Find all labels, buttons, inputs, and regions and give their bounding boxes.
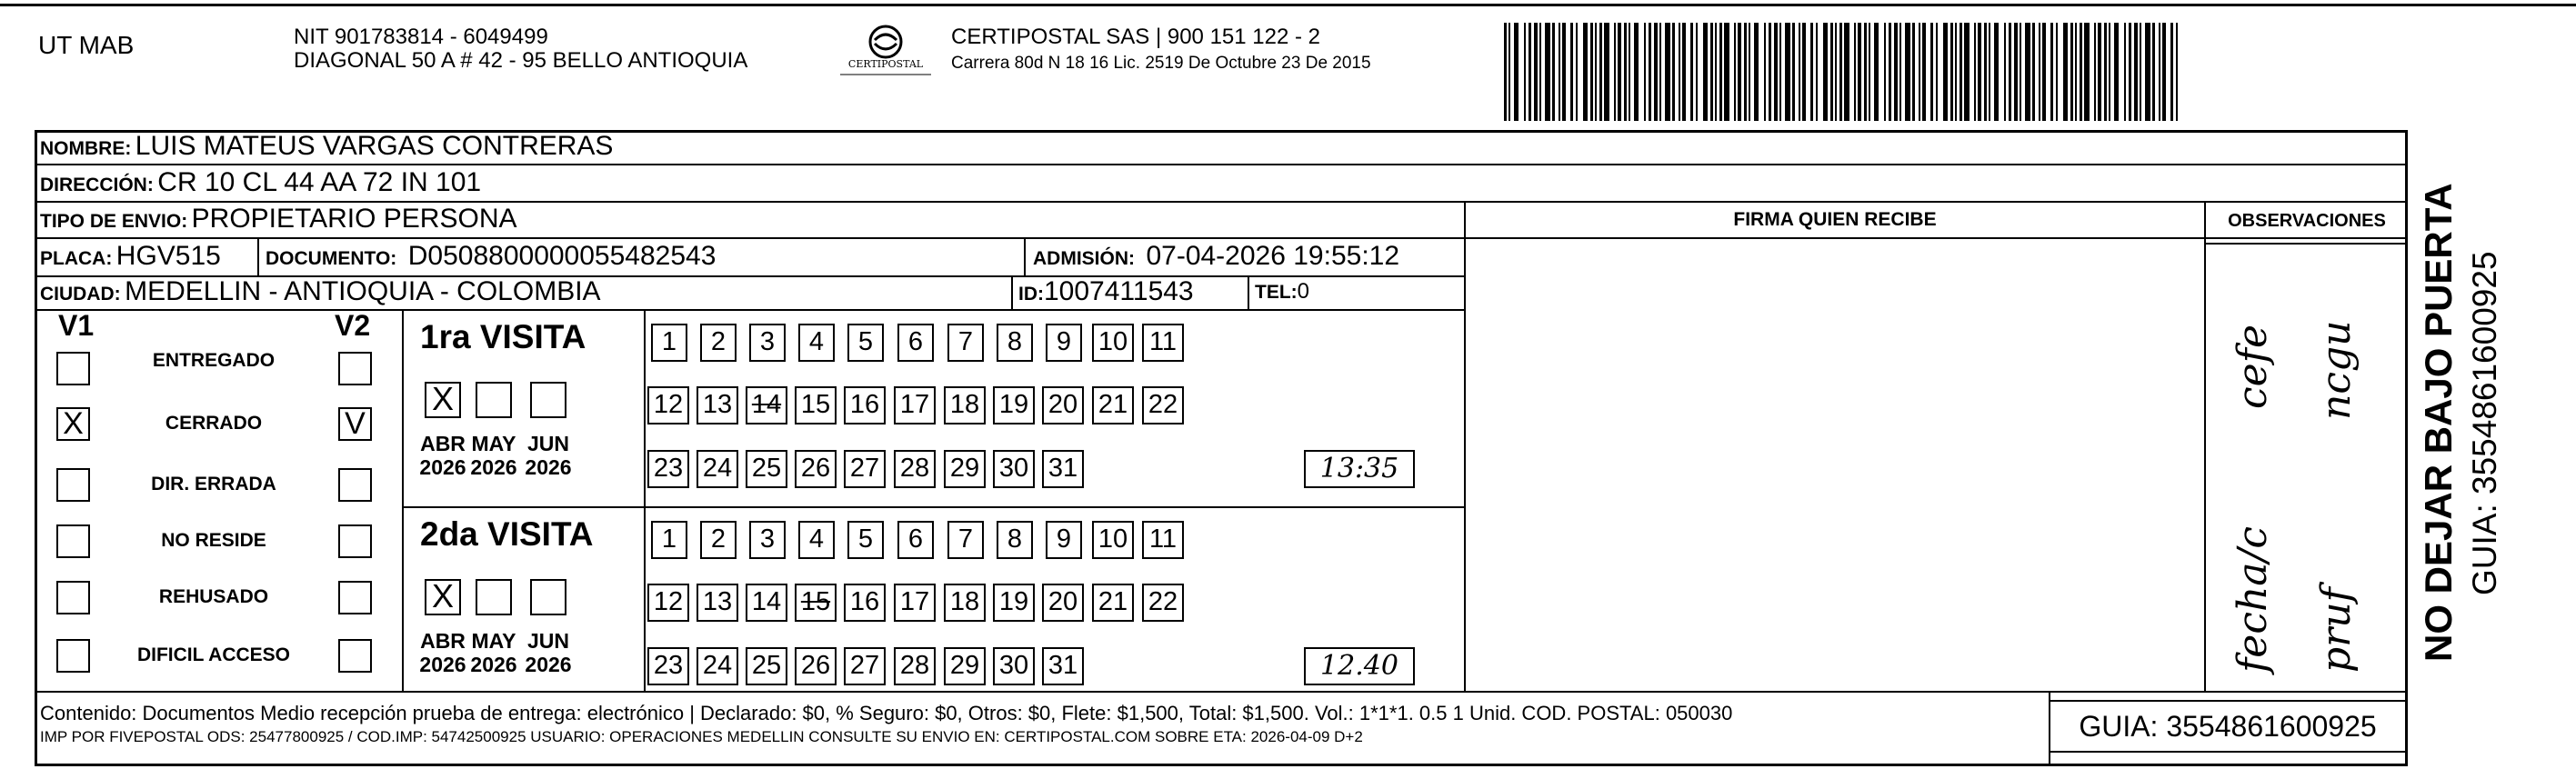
day-box[interactable]: 1 (651, 521, 687, 559)
month-label: ABR (420, 629, 466, 653)
visit-time-box[interactable]: 13:35 (1304, 450, 1415, 488)
barcode-bar (2050, 23, 2053, 121)
barcode-bar (1764, 23, 1766, 121)
barcode-bar (1869, 23, 1870, 121)
barcode-bar (2080, 23, 2082, 121)
v2-checkbox[interactable] (338, 581, 372, 614)
visit-title: 1ra VISITA (420, 318, 586, 355)
day-box[interactable]: 12 (647, 584, 689, 622)
barcode-bar (1583, 23, 1588, 121)
day-box[interactable]: 6 (897, 521, 934, 559)
barcode-bar (1816, 23, 1818, 121)
barcode-bar (1562, 23, 1566, 121)
barcode-bar (2056, 23, 2058, 121)
barcode-bar (2140, 23, 2141, 121)
barcode-bar (2109, 23, 2110, 121)
year-label: 2026 (470, 653, 517, 676)
day-box[interactable]: 24 (697, 450, 738, 488)
barcode-bar (1894, 23, 1898, 121)
barcode-bar (2014, 23, 2018, 121)
tel-field (1255, 276, 1309, 310)
barcode-bar (1659, 23, 1661, 121)
top-border-line (0, 4, 2576, 6)
documento-field (266, 241, 716, 276)
barcode-bar (1889, 23, 1891, 121)
day-box[interactable]: 13 (697, 386, 738, 424)
day-box[interactable]: 4 (798, 324, 835, 362)
barcode-bar (1570, 23, 1573, 121)
day-box[interactable]: 31 (1042, 647, 1084, 685)
barcode-bar (1844, 23, 1849, 121)
admision-label: ADMISIÓN: (1033, 248, 1135, 269)
company-address: DIAGONAL 50 A # 42 - 95 BELLO ANTIOQUIA (294, 48, 748, 73)
barcode-bar (1624, 23, 1627, 121)
day-box[interactable]: 8 (997, 324, 1033, 362)
year-label: 2026 (525, 455, 572, 479)
month-checkbox[interactable]: X (425, 579, 461, 615)
barcode-bar (2162, 23, 2166, 121)
day-box[interactable]: 16 (844, 386, 886, 424)
day-box[interactable]: 10 (1092, 324, 1134, 362)
barcode-bar (1590, 23, 1593, 121)
day-box[interactable]: 11 (1142, 521, 1184, 559)
barcode-bar (1955, 23, 1957, 121)
barcode-bar (2094, 23, 2096, 121)
barcode-bar (1634, 23, 1639, 121)
barcode-bar (1774, 23, 1778, 121)
barcode-bar (1665, 23, 1670, 121)
placa-field (40, 241, 221, 276)
barcode-bar (1509, 23, 1510, 121)
barcode-bar (1769, 23, 1771, 121)
handwritten-note: cefe (2230, 324, 2276, 409)
day-box[interactable]: 24 (697, 647, 738, 685)
year-label: 2026 (419, 653, 466, 676)
barcode-bar (1649, 23, 1651, 121)
barcode-bar (2098, 23, 2101, 121)
month-label: JUN (526, 629, 569, 653)
day-box[interactable]: 22 (1142, 386, 1184, 424)
barcode-bar (2176, 23, 2178, 121)
year-label: 2026 (470, 455, 517, 479)
day-box[interactable]: 4 (798, 521, 835, 559)
day-box[interactable]: 7 (947, 521, 984, 559)
month-checkbox[interactable]: X (425, 382, 461, 418)
barcode-bar (1703, 23, 1708, 121)
day-box[interactable]: 21 (1092, 386, 1134, 424)
v2-checkbox[interactable] (338, 468, 372, 502)
documento-label: DOCUMENTO: (266, 248, 397, 269)
certipostal-logo (835, 22, 937, 83)
barcode-bar (1618, 23, 1621, 121)
side-warning: NO DEJAR BAJO PUERTA (2417, 183, 2460, 662)
side-guia: GUIA: 3554861600925 (2466, 251, 2503, 595)
month-checkbox[interactable] (476, 382, 512, 418)
barcode-bar (1690, 23, 1693, 121)
handwritten-note: pruf (2313, 587, 2360, 673)
month-checkbox[interactable] (476, 579, 512, 615)
barcode-bar (1936, 23, 1938, 121)
day-box[interactable]: 21 (1092, 584, 1134, 622)
status-option-label: ENTREGADO (152, 350, 276, 371)
firma-label: FIRMA QUIEN RECIBE (1733, 209, 1937, 230)
barcode-bar (1514, 23, 1519, 121)
day-box[interactable]: 11 (1142, 324, 1184, 362)
direccion-value: CR 10 CL 44 AA 72 IN 101 (157, 167, 482, 197)
day-box[interactable]: 9 (1046, 521, 1082, 559)
day-box[interactable]: 29 (944, 647, 986, 685)
visit-time-box[interactable]: 12.40 (1304, 647, 1415, 685)
barcode-bar (1696, 23, 1698, 121)
day-box[interactable]: 10 (1092, 521, 1134, 559)
barcode-bar (1810, 23, 1813, 121)
handwritten-note: ncgu (2313, 320, 2360, 420)
day-box[interactable]: 20 (1042, 584, 1084, 622)
v1-checkbox[interactable] (56, 468, 90, 502)
barcode-bar (2032, 23, 2035, 121)
tel-label: TEL: (1255, 282, 1298, 303)
barcode-bar (1524, 23, 1526, 121)
barcode-bar (1960, 23, 1962, 121)
barcode-bar (1604, 23, 1609, 121)
barcode-bar (1724, 23, 1729, 121)
barcode-bar (1719, 23, 1722, 121)
month-label: MAY (471, 432, 516, 455)
barcode-bar (1672, 23, 1675, 121)
nombre-field (40, 131, 613, 166)
barcode-icon (1502, 23, 2186, 121)
day-box[interactable]: 28 (894, 647, 936, 685)
barcode-bar (1779, 23, 1781, 121)
placa-value: HGV515 (115, 241, 221, 271)
admision-field (1033, 241, 1399, 276)
day-box[interactable]: 6 (897, 324, 934, 362)
barcode-bar (2039, 23, 2040, 121)
day-box[interactable]: 5 (847, 521, 884, 559)
v2-label: V2 (335, 309, 371, 342)
handwritten-note: fecha/c (2230, 525, 2276, 673)
v1-checkbox[interactable] (56, 581, 90, 614)
day-box[interactable]: 26 (795, 450, 837, 488)
tipo-envio-field (40, 204, 517, 239)
id-field (1018, 276, 1194, 312)
rule (257, 237, 259, 275)
barcode-bar (2004, 23, 2006, 121)
barcode-bar (1749, 23, 1750, 121)
barcode-bar (1529, 23, 1531, 121)
barcode-bar (1994, 23, 1999, 121)
placa-label: PLACA: (40, 248, 113, 269)
barcode-bar (1930, 23, 1933, 121)
v1-checkbox[interactable]: X (56, 407, 90, 441)
ciudad-value: MEDELLIN - ANTIOQUIA - COLOMBIA (125, 276, 601, 306)
status-option-label: DIR. ERRADA (151, 474, 276, 494)
barcode-bar (1989, 23, 1990, 121)
rule (402, 506, 1464, 508)
month-checkbox[interactable] (530, 579, 566, 615)
ciudad-label: CIUDAD: (40, 284, 121, 305)
barcode-bar (1950, 23, 1953, 121)
barcode-bar (1835, 23, 1837, 121)
barcode-bar (1823, 23, 1828, 121)
barcode-bar (1744, 23, 1747, 121)
barcode-bar (1839, 23, 1842, 121)
barcode-bar (1854, 23, 1856, 121)
tipo-envio-label: TIPO DE ENVIO: (40, 211, 188, 232)
nombre-value: LUIS MATEUS VARGAS CONTRERAS (135, 131, 614, 161)
barcode-bar (1614, 23, 1616, 121)
day-box[interactable]: 26 (795, 647, 837, 685)
day-box[interactable]: 22 (1142, 584, 1184, 622)
barcode-bar (1738, 23, 1741, 121)
barcode-bar (2145, 23, 2150, 121)
barcode-bar (1802, 23, 1806, 121)
day-box[interactable]: 8 (997, 521, 1033, 559)
courier-name: CERTIPOSTAL SAS | 900 151 122 - 2 (951, 25, 1320, 49)
rule (1011, 275, 1013, 309)
direccion-field (40, 167, 481, 203)
barcode-bar (1576, 23, 1578, 121)
day-box[interactable]: 3 (749, 324, 786, 362)
status-option-label: CERRADO (165, 413, 263, 434)
barcode-bar (1912, 23, 1915, 121)
barcode-bar (2063, 23, 2068, 121)
barcode-bar (2042, 23, 2046, 121)
imp-line: IMP POR FIVEPOSTAL ODS: 25477800925 / COD.IMP: 54742500925 USUARIO: OPERACIONES MEDELLIN CONSULTE SU ENVIO EN: CERTIPOSTAL.COM SOBRE ETA: 2026-04-09 D+2 (40, 728, 1363, 745)
barcode-bar (2114, 23, 2119, 121)
month-checkbox[interactable] (530, 382, 566, 418)
v1-label: V1 (58, 309, 95, 342)
day-box[interactable]: 12 (647, 386, 689, 424)
barcode-bar (2134, 23, 2138, 121)
v1-checkbox[interactable] (56, 352, 90, 385)
rule (2204, 201, 2206, 691)
barcode-bar (1785, 23, 1790, 121)
v2-checkbox[interactable] (338, 639, 372, 673)
barcode-bar (1899, 23, 1901, 121)
barcode-bar (1534, 23, 1538, 121)
barcode-bar (1644, 23, 1646, 121)
barcode-bar (1964, 23, 1970, 121)
documento-value: D0508800000055482543 (407, 241, 717, 271)
day-box[interactable]: 7 (947, 324, 984, 362)
rule (2204, 243, 2408, 245)
day-box[interactable]: 18 (944, 584, 986, 622)
day-box[interactable]: 17 (894, 584, 936, 622)
month-label: JUN (526, 432, 569, 455)
month-label: ABR (420, 432, 466, 455)
barcode-bar (1830, 23, 1833, 121)
barcode-bar (1552, 23, 1555, 121)
day-box[interactable]: 5 (847, 324, 884, 362)
status-option-label: REHUSADO (158, 586, 269, 607)
rule (1024, 237, 1026, 275)
day-box[interactable]: 28 (894, 450, 936, 488)
ciudad-field (40, 276, 601, 312)
barcode-bar (1905, 23, 1910, 121)
barcode-bar (1595, 23, 1597, 121)
day-box[interactable]: 19 (993, 584, 1035, 622)
nombre-label: NOMBRE: (40, 138, 132, 159)
barcode-bar (1974, 23, 1976, 121)
day-box[interactable]: 18 (944, 386, 986, 424)
status-option-label: DIFICIL ACCESO (136, 644, 290, 665)
barcode-bar (1682, 23, 1686, 121)
barcode-bar (1884, 23, 1886, 121)
barcode-bar (1734, 23, 1736, 121)
day-box[interactable]: 3 (749, 521, 786, 559)
observaciones-label: OBSERVACIONES (2228, 211, 2386, 231)
day-box[interactable]: 19 (993, 386, 1035, 424)
barcode-bar (1858, 23, 1861, 121)
logo-text: CERTIPOSTAL (847, 58, 924, 70)
barcode-bar (1864, 23, 1867, 121)
contenido-line: Contenido: Documentos Medio recepción prueba de entrega: electrónico | Declarado: $0, % Seguro: $0, Otros: $0, Flete: $1,500, Total: $1,500. Vol.: 1*1*1. 0.5 1 Unid. COD. POSTAL: 050030 (40, 702, 1733, 724)
admision-value: 07-04-2026 19:55:12 (1146, 241, 1400, 271)
day-box[interactable]: 27 (844, 450, 886, 488)
barcode-bar (1504, 23, 1507, 121)
barcode-bar (2084, 23, 2090, 121)
barcode-bar (1984, 23, 1987, 121)
barcode-bar (1754, 23, 1759, 121)
rule (1248, 275, 1249, 309)
v2-checkbox[interactable] (338, 352, 372, 385)
id-value: 1007411543 (1044, 276, 1194, 306)
barcode-bar (2129, 23, 2131, 121)
day-box[interactable]: 2 (700, 521, 737, 559)
v1-checkbox[interactable] (56, 639, 90, 673)
day-box[interactable]: 13 (697, 584, 738, 622)
barcode-bar (2020, 23, 2021, 121)
id-label: ID: (1018, 284, 1044, 305)
day-box[interactable]: 23 (647, 647, 689, 685)
barcode-bar (1679, 23, 1680, 121)
day-box[interactable]: 23 (647, 450, 689, 488)
year-label: 2026 (525, 653, 572, 676)
rule (644, 309, 646, 691)
day-box[interactable]: 15 (795, 584, 837, 622)
barcode-bar (1943, 23, 1948, 121)
barcode-bar (2124, 23, 2126, 121)
barcode (1502, 23, 2186, 121)
month-label: MAY (471, 629, 516, 653)
barcode-bar (2070, 23, 2073, 121)
rule (35, 691, 2408, 693)
barcode-bar (1799, 23, 1800, 121)
company-name: UT MAB (38, 31, 135, 59)
barcode-bar (1545, 23, 1550, 121)
v2-checkbox[interactable]: V (338, 407, 372, 441)
guia-box: GUIA: 3554861600925 (2049, 700, 2407, 753)
day-box[interactable]: 2 (700, 324, 737, 362)
barcode-bar (1710, 23, 1713, 121)
tipo-envio-value: PROPIETARIO PERSONA (191, 204, 517, 234)
day-box[interactable]: 14 (746, 386, 787, 424)
year-label: 2026 (419, 455, 466, 479)
day-box[interactable]: 20 (1042, 386, 1084, 424)
v2-checkbox[interactable] (338, 524, 372, 558)
day-box[interactable]: 25 (746, 450, 787, 488)
barcode-bar (1874, 23, 1879, 121)
barcode-bar (1919, 23, 1920, 121)
barcode-bar (1922, 23, 1926, 121)
day-box[interactable]: 30 (993, 450, 1035, 488)
barcode-bar (1539, 23, 1541, 121)
barcode-bar (1792, 23, 1795, 121)
rule (1464, 201, 1466, 691)
barcode-bar (2009, 23, 2011, 121)
day-box[interactable]: 31 (1042, 450, 1084, 488)
barcode-bar (2104, 23, 2107, 121)
barcode-bar (1978, 23, 1981, 121)
tel-value: 0 (1297, 279, 1310, 304)
rule (402, 309, 404, 691)
v1-checkbox[interactable] (56, 524, 90, 558)
courier-address: Carrera 80d N 18 16 Lic. 2519 De Octubre 23 De 2015 (951, 54, 1371, 73)
company-nit: NIT 901783814 - 6049499 (294, 25, 548, 49)
barcode-bar (1559, 23, 1560, 121)
barcode-bar (2159, 23, 2160, 121)
day-box[interactable]: 14 (746, 584, 787, 622)
visit-title: 2da VISITA (420, 515, 594, 553)
day-box[interactable]: 27 (844, 647, 886, 685)
barcode-bar (2075, 23, 2077, 121)
day-box[interactable]: 30 (993, 647, 1035, 685)
barcode-bar (1715, 23, 1717, 121)
day-box[interactable]: 17 (894, 386, 936, 424)
barcode-bar (1599, 23, 1602, 121)
direccion-label: DIRECCIÓN: (40, 175, 154, 195)
barcode-bar (2170, 23, 2173, 121)
day-box[interactable]: 25 (746, 647, 787, 685)
barcode-bar (2025, 23, 2030, 121)
barcode-bar (1629, 23, 1630, 121)
barcode-bar (1654, 23, 1658, 121)
day-box[interactable]: 16 (844, 584, 886, 622)
day-box[interactable]: 1 (651, 324, 687, 362)
day-box[interactable]: 29 (944, 450, 986, 488)
day-box[interactable]: 9 (1046, 324, 1082, 362)
barcode-bar (2152, 23, 2155, 121)
day-box[interactable]: 15 (795, 386, 837, 424)
status-option-label: NO RESIDE (161, 530, 266, 551)
